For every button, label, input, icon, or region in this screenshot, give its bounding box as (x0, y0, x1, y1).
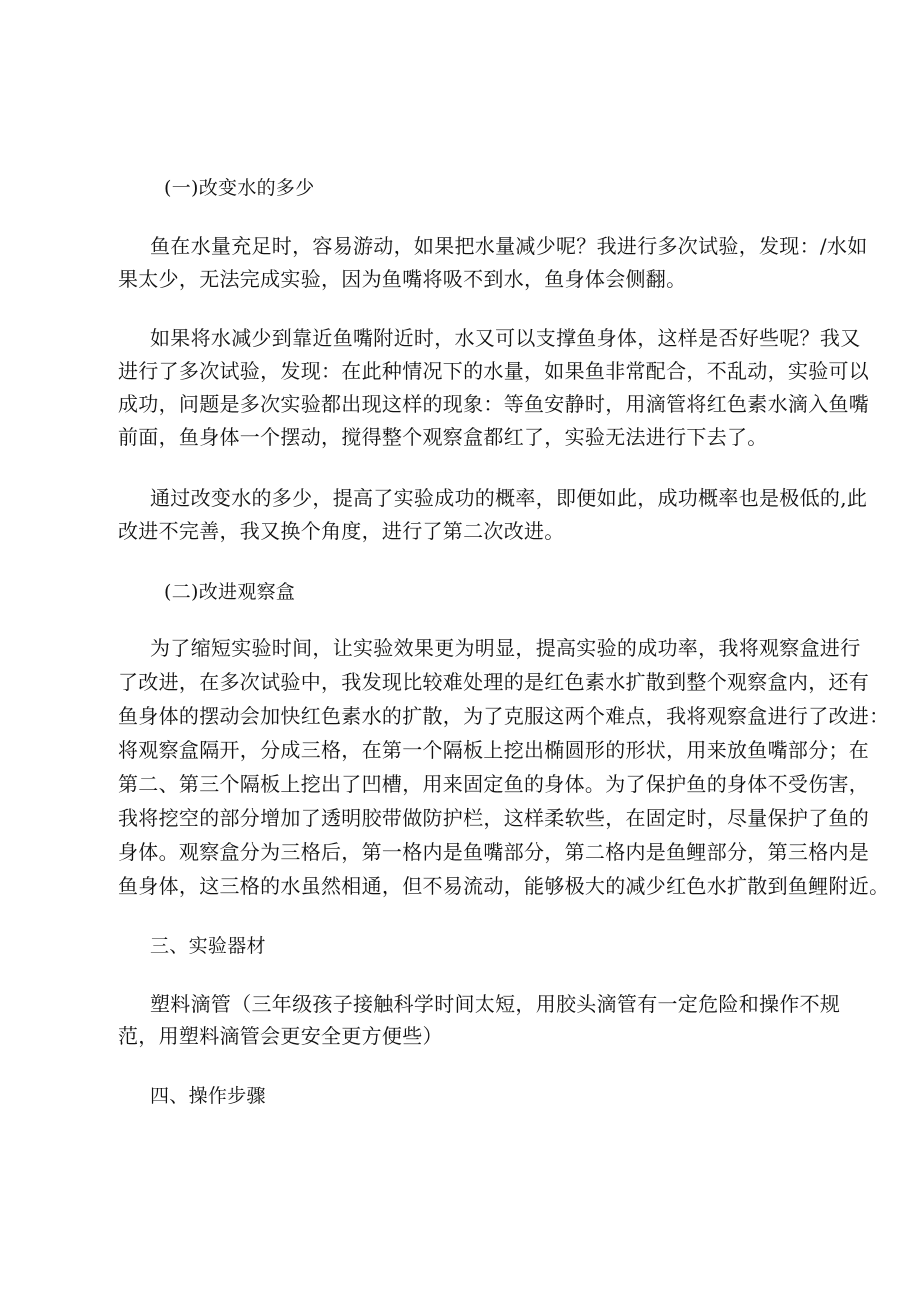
section-heading-4: 四、操作步骤 (150, 1085, 266, 1107)
paragraph-line: 前面，鱼身体一个摆动，搅得整个观察盒都红了，实验无法进行下去了。 (118, 425, 768, 449)
paragraph-line: 鱼身体，这三格的水虽然相通，但不易流动，能够极大的减少红色水扩散到鱼鲤附近。 (118, 874, 890, 898)
paragraph-line: 进行了多次试验，发现：在此种情况下的水量，如果鱼非常配合，不乱动，实验可以 (118, 359, 870, 383)
paragraph-line: 为了缩短实验时间，让实验效果更为明显，提高实验的成功率，我将观察盒进行 (150, 636, 861, 660)
section-heading-3: 三、实验器材 (150, 935, 266, 957)
paragraph-line: 第二、第三个隔板上挖出了凹槽，用来固定鱼的身体。为了保护鱼的身体不受伤害， (118, 772, 870, 796)
paragraph-line: 鱼在水量充足时，容易游动，如果把水量减少呢？我进行多次试验，发现：/水如 (150, 234, 868, 258)
paragraph-line: 鱼身体的摆动会加快红色素水的扩散，为了克服这两个难点，我将观察盒进行了改进： (118, 704, 890, 728)
paragraph-line: 成功，问题是多次实验都出现这样的现象：等鱼安静时，用滴管将红色素水滴入鱼嘴 (118, 392, 870, 416)
paragraph-line: 我将挖空的部分增加了透明胶带做防护栏，这样柔软些，在固定时，尽量保护了鱼的 (118, 806, 870, 830)
section-heading-1: (一)改变水的多少 (164, 177, 315, 199)
paragraph-line: 通过改变水的多少，提高了实验成功的概率，即便如此，成功概率也是极低的,此 (150, 486, 868, 510)
paragraph-line: 果太少，无法完成实验，因为鱼嘴将吸不到水，鱼身体会侧翻。 (118, 267, 687, 291)
section-heading-2: (二)改进观察盒 (164, 581, 296, 603)
paragraph-line: 身体。观察盒分为三格后，第一格内是鱼嘴部分，第二格内是鱼鲤部分，第三格内是 (118, 840, 870, 864)
paragraph-line: 将观察盒隔开，分成三格，在第一个隔板上挖出椭圆形的形状，用来放鱼嘴部分；在 (118, 738, 870, 762)
paragraph-line: 塑料滴管（三年级孩子接触科学时间太短，用胶头滴管有一定危险和操作不规 (150, 992, 841, 1016)
paragraph-line: 如果将水减少到靠近鱼嘴附近时，水又可以支撑鱼身体，这样是否好些呢？我又 (150, 326, 861, 350)
paragraph-line: 范，用塑料滴管会更安全更方便些） (118, 1024, 443, 1048)
paragraph-line: 改进不完善，我又换个角度，进行了第二次改进。 (118, 519, 565, 543)
paragraph-line: 了改进，在多次试验中，我发现比较难处理的是红色素水扩散到整个观察盒内，还有 (118, 670, 870, 694)
